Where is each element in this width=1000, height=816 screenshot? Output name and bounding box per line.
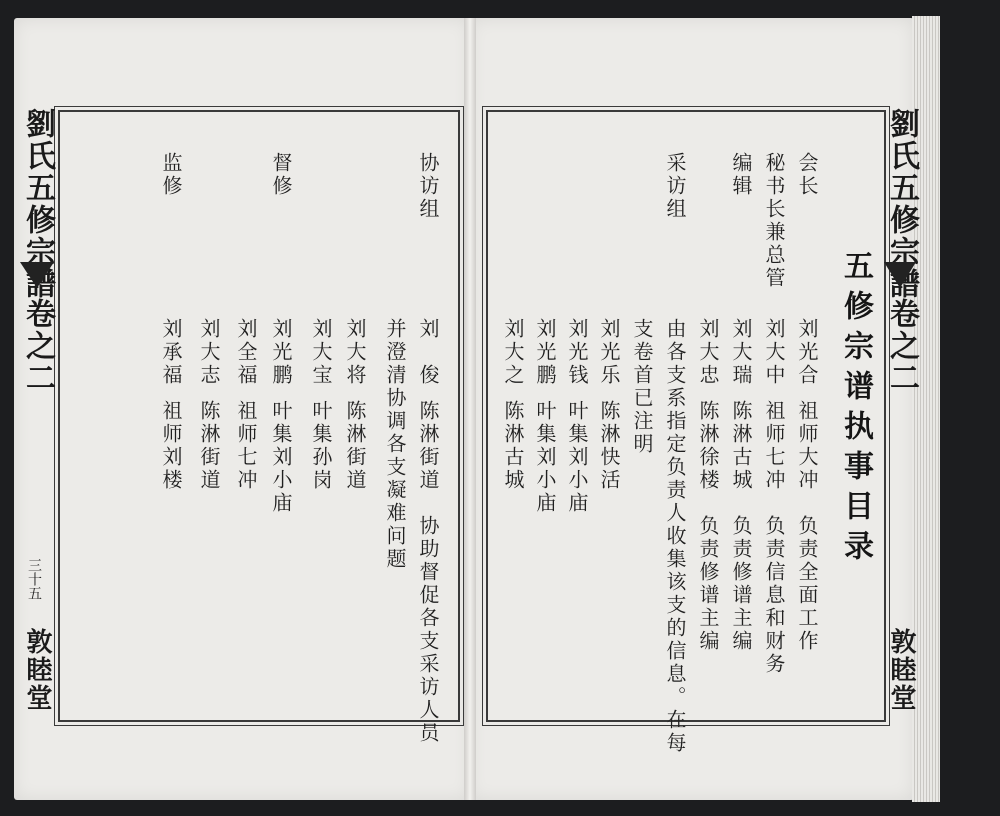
right-desc-6: 陈淋快活 (597, 400, 621, 492)
right-role-4: 采访组 (663, 152, 687, 221)
left-margin-hall: 敦睦堂 (22, 628, 52, 712)
left-role-0: 协访组 (416, 152, 440, 221)
left-name-0: 刘 俊 (416, 318, 440, 387)
right-role-2: 编辑 (729, 152, 753, 198)
fishtail-mark (20, 262, 54, 288)
left-name-6: 刘大志 (197, 318, 221, 387)
left-page-number: 三十五 (26, 558, 42, 600)
right-name-3: 刘大忠 (696, 318, 720, 387)
right-role-1: 秘书长兼总管 (762, 152, 786, 290)
right-name-0: 刘光合 (795, 318, 819, 387)
right-desc-9: 陈淋古城 (501, 400, 525, 492)
right-desc-1: 祖师七冲 负责信息和财务 (762, 400, 786, 676)
left-name-3: 刘大宝 (309, 318, 333, 387)
right-margin-title: 劉氏五修宗譜 (884, 108, 919, 300)
left-name-7: 刘承福 (159, 318, 183, 387)
left-name-4: 刘光鹏 (269, 318, 293, 387)
right-name-1: 刘大中 (762, 318, 786, 387)
left-desc-0: 陈淋街道 协助督促各支采访人员 (416, 400, 440, 745)
right-desc-8: 叶集刘小庙 (533, 400, 557, 515)
right-desc-2: 陈淋古城 负责修谱主编 (729, 400, 753, 653)
book-spine (464, 18, 476, 800)
right-name-8: 刘光鹏 (533, 318, 557, 387)
right-name-7: 刘光钱 (565, 318, 589, 387)
right-margin-hall: 敦睦堂 (886, 628, 916, 712)
right-margin-volume: 卷之二 (884, 298, 919, 394)
left-margin-volume: 卷之二 (20, 298, 55, 394)
left-name-5: 刘全福 (234, 318, 258, 387)
left-desc-1: 并澄清协调各支凝难问题 (383, 318, 407, 571)
left-desc-7: 祖师刘楼 (159, 400, 183, 492)
right-desc-3: 陈淋徐楼 负责修谱主编 (696, 400, 720, 653)
right-name-5: 支卷首已注明 (630, 318, 654, 456)
left-desc-4: 叶集刘小庙 (269, 400, 293, 515)
right-name-2: 刘大瑞 (729, 318, 753, 387)
left-desc-6: 陈淋街道 (197, 400, 221, 492)
left-name-2: 刘大将 (343, 318, 367, 387)
right-desc-0: 祖师大冲 负责全面工作 (795, 400, 819, 653)
left-role-4: 督修 (269, 152, 293, 198)
right-name-4: 由各支系指定负责人收集该支的信息。在每 (663, 318, 687, 755)
right-role-0: 会长 (795, 152, 819, 198)
left-margin-title: 劉氏五修宗譜 (20, 108, 55, 300)
fishtail-mark-right (884, 262, 916, 288)
right-name-9: 刘大之 (501, 318, 525, 387)
page-title: 五修宗谱执事目录 (838, 250, 873, 570)
right-desc-7: 叶集刘小庙 (565, 400, 589, 515)
left-role-7: 监修 (159, 152, 183, 198)
left-desc-2: 陈淋街道 (343, 400, 367, 492)
left-desc-5: 祖师七冲 (234, 400, 258, 492)
right-name-6: 刘光乐 (597, 318, 621, 387)
left-desc-3: 叶集孙岗 (309, 400, 333, 492)
